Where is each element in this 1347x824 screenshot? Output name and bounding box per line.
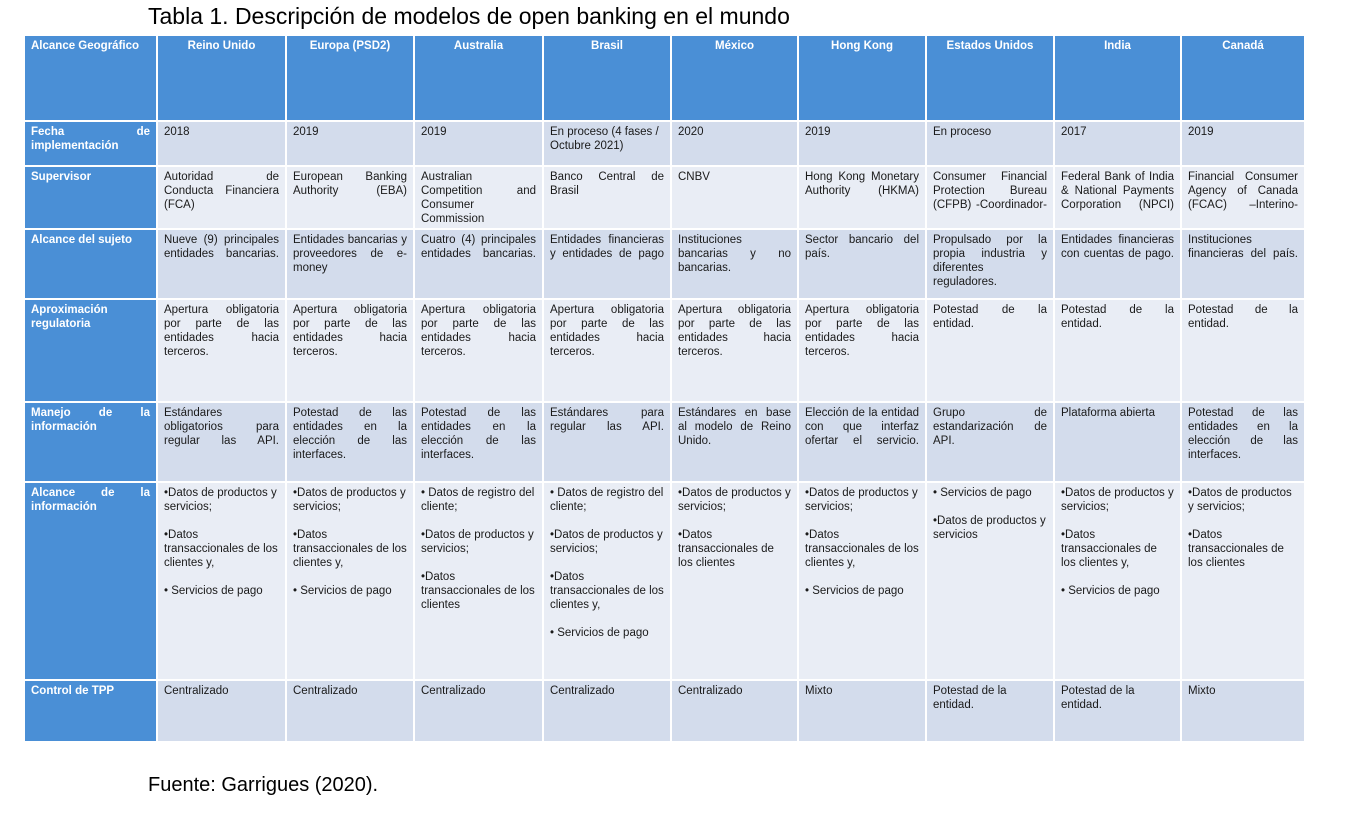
table-cell xyxy=(157,121,286,166)
cell-text: Centralizado xyxy=(550,685,615,697)
table-title: Tabla 1. Descripción de modelos de open banking en el mundo xyxy=(148,3,790,29)
cell-text: Potestad de las entidades en la elección de las interfaces. xyxy=(1188,407,1298,461)
table-cell xyxy=(157,229,286,299)
cell-text: Entidades bancarias y proveedores de e-money xyxy=(293,234,407,274)
cell-text: Mixto xyxy=(805,685,833,697)
header-cell-australia: Australia xyxy=(414,36,543,121)
table-cell xyxy=(543,299,671,402)
cell-text: Estándares obligatorios para regular las API. xyxy=(164,407,279,447)
table-cell xyxy=(543,229,671,299)
table-cell xyxy=(157,402,286,482)
cell-text: • Servicios de pago xyxy=(933,487,1032,499)
cell-text: Apertura obligatoria por parte de las entidades hacia terceros. xyxy=(164,304,279,358)
table-cell xyxy=(414,229,543,299)
cell-text: Centralizado xyxy=(421,685,486,697)
table-cell xyxy=(543,121,671,166)
row-header-cell: Supervisor xyxy=(25,166,157,229)
cell-text: En proceso (4 fases / Octubre 2021) xyxy=(550,126,659,152)
source-note: Fuente: Garrigues (2020). xyxy=(148,774,379,796)
cell-text: 2019 xyxy=(805,126,831,138)
cell-text: Potestad de las entidades en la elección de las interfaces. xyxy=(293,407,407,461)
table-cell xyxy=(1054,482,1181,680)
table-cell xyxy=(286,299,414,402)
table-cell xyxy=(671,299,798,402)
table-cell xyxy=(1054,229,1181,299)
table-cell xyxy=(1181,121,1305,166)
cell-text: En proceso xyxy=(933,126,992,138)
cell-text: 2019 xyxy=(421,126,447,138)
table-cell xyxy=(157,482,286,680)
table-cell xyxy=(1181,229,1305,299)
table-cell xyxy=(1181,482,1305,680)
cell-text: Mixto xyxy=(1188,685,1216,697)
cell-text: • Datos de registro del cliente; xyxy=(550,487,664,513)
table-row xyxy=(25,299,1305,402)
open-banking-table xyxy=(25,36,1306,743)
table-cell xyxy=(671,482,798,680)
table-row xyxy=(25,482,1305,680)
table-cell xyxy=(798,680,926,742)
table-cell xyxy=(543,680,671,742)
cell-text: • Servicios de pago xyxy=(1061,585,1160,597)
cell-text: •Datos transaccionales de los clientes y, xyxy=(164,529,278,569)
table-cell xyxy=(798,299,926,402)
row-header-cell: Alcance de la información xyxy=(25,482,157,680)
cell-text: Potestad de la entidad. xyxy=(1061,685,1135,711)
cell-text: Apertura obligatoria por parte de las entidades hacia terceros. xyxy=(805,304,919,358)
cell-text: • Servicios de pago xyxy=(805,585,904,597)
table-cell xyxy=(926,121,1054,166)
cell-text: •Datos de productos y servicios; xyxy=(1188,487,1292,513)
table-row xyxy=(25,121,1305,166)
table-cell xyxy=(414,680,543,742)
cell-text: •Datos de productos y servicios; xyxy=(805,487,918,513)
cell-text: Nueve (9) principales entidades bancarias. xyxy=(164,234,279,260)
cell-text: Apertura obligatoria por parte de las entidades hacia terceros. xyxy=(678,304,791,358)
table-cell xyxy=(671,680,798,742)
cell-text: Apertura obligatoria por parte de las entidades hacia terceros. xyxy=(550,304,664,358)
header-cell-reino-unido: Reino Unido xyxy=(157,36,286,121)
cell-text: •Datos de productos y servicios xyxy=(933,515,1046,541)
cell-text: •Datos transaccionales de los clientes y, xyxy=(1061,529,1157,569)
table-cell xyxy=(157,680,286,742)
table-cell xyxy=(671,402,798,482)
table-cell xyxy=(798,482,926,680)
cell-text: Potestad de la entidad. xyxy=(1188,304,1298,330)
table-row xyxy=(25,166,1305,229)
cell-text: •Datos de productos y servicios; xyxy=(164,487,277,513)
table-cell xyxy=(798,166,926,229)
cell-text: Centralizado xyxy=(678,685,743,697)
cell-text: Cuatro (4) principales entidades bancarias. xyxy=(421,234,536,260)
cell-text: Instituciones bancarias y no bancarias. xyxy=(678,234,791,274)
table-cell xyxy=(926,482,1054,680)
table-cell xyxy=(414,402,543,482)
cell-text: 2017 xyxy=(1061,126,1087,138)
table-cell xyxy=(1054,680,1181,742)
table-cell xyxy=(286,121,414,166)
table-cell xyxy=(671,121,798,166)
cell-text: Banco Central de Brasil xyxy=(550,171,664,197)
cell-text: •Datos transaccionales de los clientes y, xyxy=(550,571,664,611)
table-cell xyxy=(798,121,926,166)
table-cell xyxy=(286,229,414,299)
cell-text: • Datos de registro del cliente; xyxy=(421,487,535,513)
cell-text: European Banking Authority (EBA) xyxy=(293,171,407,197)
cell-text: •Datos de productos y servicios; xyxy=(550,529,663,555)
cell-text: Entidades financieras y entidades de pago xyxy=(550,234,664,260)
cell-text: •Datos de productos y servicios; xyxy=(1061,487,1174,513)
cell-text: •Datos transaccionales de los clientes xyxy=(1188,529,1284,569)
table-cell xyxy=(414,482,543,680)
cell-text: Apertura obligatoria por parte de las entidades hacia terceros. xyxy=(293,304,407,358)
table-cell xyxy=(1181,299,1305,402)
table-cell xyxy=(671,229,798,299)
row-header-cell: Manejo de la información xyxy=(25,402,157,482)
cell-text: Financial Consumer Agency of Canada (FCAC) –Interino- xyxy=(1188,171,1298,211)
table-cell xyxy=(543,482,671,680)
table-cell xyxy=(286,166,414,229)
row-header-cell: Control de TPP xyxy=(25,680,157,742)
header-row xyxy=(25,36,1305,121)
header-cell-europa: Europa (PSD2) xyxy=(286,36,414,121)
cell-text: •Datos transaccionales de los clientes xyxy=(678,529,774,569)
table-cell xyxy=(671,166,798,229)
table-cell xyxy=(157,166,286,229)
cell-text: 2019 xyxy=(1188,126,1214,138)
row-header-cell: Alcance del sujeto xyxy=(25,229,157,299)
cell-text: Estándares en base al modelo de Reino Unido. xyxy=(678,407,791,447)
header-cell-hong-kong: Hong Kong xyxy=(798,36,926,121)
table-cell xyxy=(1054,166,1181,229)
cell-text: Estándares para regular las API. xyxy=(550,407,664,433)
cell-text: •Datos transaccionales de los clientes y, xyxy=(293,529,407,569)
cell-text: Potestad de las entidades en la elección de las interfaces. xyxy=(421,407,536,461)
cell-text: Potestad de la entidad. xyxy=(1061,304,1174,330)
cell-text: • Servicios de pago xyxy=(550,627,649,639)
table-cell xyxy=(543,402,671,482)
row-header-cell: Aproximación regulatoria xyxy=(25,299,157,402)
cell-text: CNBV xyxy=(678,171,710,183)
table-row xyxy=(25,229,1305,299)
cell-text: 2019 xyxy=(293,126,319,138)
cell-text: Sector bancario del país. xyxy=(805,234,919,260)
cell-text: Potestad de la entidad. xyxy=(933,685,1007,711)
table-cell xyxy=(926,680,1054,742)
cell-text: Consumer Financial Protection Bureau (CFPB) -Coordinador- xyxy=(933,171,1047,211)
table-cell xyxy=(286,680,414,742)
table-cell xyxy=(286,402,414,482)
table-cell xyxy=(926,229,1054,299)
table-cell xyxy=(926,299,1054,402)
cell-text: Autoridad de Conducta Financiera (FCA) xyxy=(164,171,279,211)
cell-text: Apertura obligatoria por parte de las entidades hacia terceros. xyxy=(421,304,536,358)
cell-text: • Servicios de pago xyxy=(164,585,263,597)
table-cell xyxy=(1054,402,1181,482)
header-cell-brasil: Brasil xyxy=(543,36,671,121)
table-cell xyxy=(157,299,286,402)
header-cell-scope: Alcance Geográfico xyxy=(25,36,157,121)
cell-text: •Datos de productos y servicios; xyxy=(678,487,791,513)
table-cell xyxy=(798,402,926,482)
cell-text: Entidades financieras con cuentas de pago. xyxy=(1061,234,1174,260)
cell-text: Grupo de estandarización de API. xyxy=(933,407,1047,447)
header-cell-india: India xyxy=(1054,36,1181,121)
cell-text: •Datos transaccionales de los clientes y, xyxy=(805,529,919,569)
cell-text: •Datos de productos y servicios; xyxy=(421,529,534,555)
cell-text: Instituciones financieras del país. xyxy=(1188,234,1298,260)
table-cell xyxy=(1054,299,1181,402)
table-cell xyxy=(1181,166,1305,229)
table-cell xyxy=(1181,402,1305,482)
header-cell-canada: Canadá xyxy=(1181,36,1305,121)
table-cell xyxy=(414,121,543,166)
table-cell xyxy=(286,482,414,680)
table-body xyxy=(25,121,1305,742)
table-row xyxy=(25,680,1305,742)
cell-text: 2020 xyxy=(678,126,704,138)
row-header-cell: Fecha de implementación xyxy=(25,121,157,166)
table-cell xyxy=(414,299,543,402)
cell-text: 2018 xyxy=(164,126,190,138)
cell-text: Centralizado xyxy=(293,685,358,697)
cell-text: Centralizado xyxy=(164,685,229,697)
header-cell-mexico: México xyxy=(671,36,798,121)
cell-text: • Servicios de pago xyxy=(293,585,392,597)
table-row xyxy=(25,402,1305,482)
table-cell xyxy=(926,166,1054,229)
cell-text: Propulsado por la propia industria y diferentes reguladores. xyxy=(933,234,1047,288)
table-cell xyxy=(1054,121,1181,166)
cell-text: Australian Competition and Consumer Commission xyxy=(421,171,536,225)
cell-text: Hong Kong Monetary Authority (HKMA) xyxy=(805,171,919,197)
cell-text: Elección de la entidad con que interfaz ofertar el servicio. xyxy=(805,407,919,447)
header-cell-estados-unidos: Estados Unidos xyxy=(926,36,1054,121)
cell-text: Potestad de la entidad. xyxy=(933,304,1047,330)
cell-text: Plataforma abierta xyxy=(1061,407,1155,419)
table-cell xyxy=(414,166,543,229)
cell-text: •Datos de productos y servicios; xyxy=(293,487,406,513)
table-cell xyxy=(1181,680,1305,742)
cell-text: Federal Bank of India & National Payments Corporation (NPCI) xyxy=(1061,171,1174,211)
table-cell xyxy=(798,229,926,299)
cell-text: •Datos transaccionales de los clientes xyxy=(421,571,535,611)
table-cell xyxy=(926,402,1054,482)
table-cell xyxy=(543,166,671,229)
